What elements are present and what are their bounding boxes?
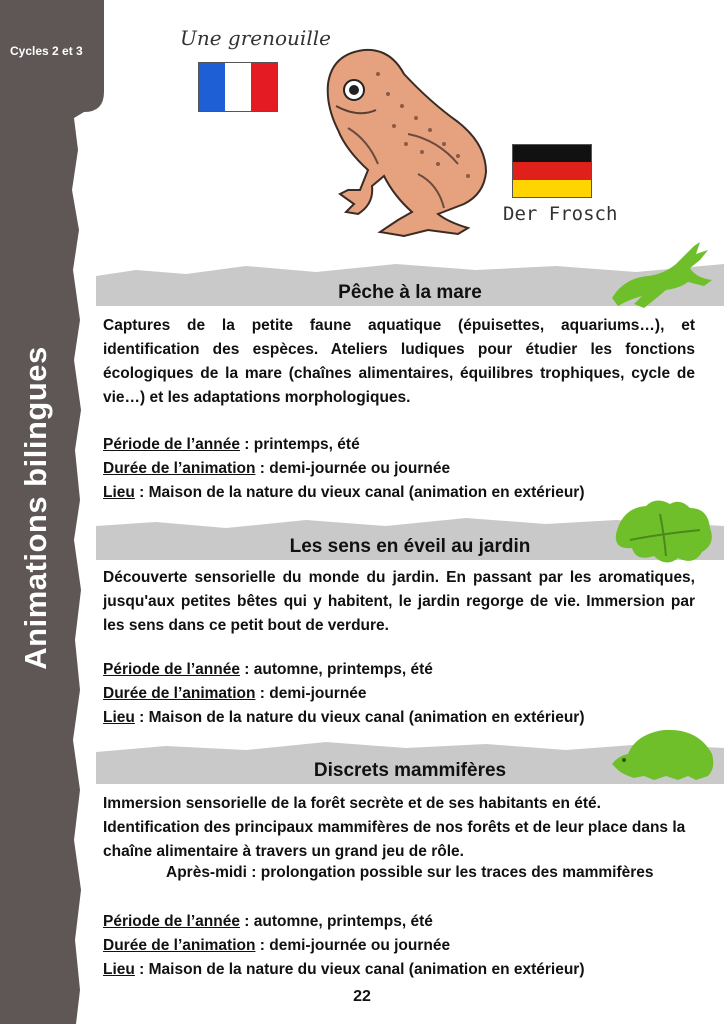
lieu-value: : Maison de la nature du vieux canal (animation en extérieur) bbox=[134, 709, 585, 726]
cycles-label: Cycles 2 et 3 bbox=[10, 44, 83, 58]
info-periode bbox=[103, 658, 433, 682]
lieu-label: Lieu bbox=[103, 709, 135, 726]
duree-label: Durée de l’animation bbox=[103, 685, 256, 702]
info-periode bbox=[103, 433, 360, 457]
lieu-label: Lieu bbox=[103, 961, 135, 978]
section-description: Découverte sensorielle du monde du jardin. En passant par les aromatiques, jusqu'aux petites bêtes qui y habitent, le jardin regorge de vie. Immersion par les sens dans ce petit bout de verdure. bbox=[103, 569, 695, 634]
frog-drawing-icon bbox=[318, 44, 498, 240]
section-description: Captures de la petite faune aquatique (épuisettes, aquariums…), et identification des espèces. Ateliers ludiques pour étudier les fonctions écologiques de la mare (chaînes alimentaires, équilibres trophiques, cycle de vie…) et les adaptations morphologiques. bbox=[103, 317, 695, 406]
duree-label: Durée de l’animation bbox=[103, 460, 256, 477]
section-extra-note: Après-midi : prolongation possible sur les traces des mammifères bbox=[166, 864, 654, 881]
frog-silhouette-icon bbox=[604, 238, 716, 312]
info-periode bbox=[103, 910, 433, 934]
info-duree bbox=[103, 934, 450, 958]
info-lieu bbox=[103, 958, 585, 982]
info-lieu bbox=[103, 706, 585, 730]
sidebar-band bbox=[0, 0, 104, 1024]
info-lieu bbox=[103, 481, 585, 505]
page-number: 22 bbox=[353, 988, 371, 1005]
periode-label: Période de l’année bbox=[103, 661, 240, 678]
leaves-icon bbox=[610, 494, 718, 568]
section-description: Immersion sensorielle de la forêt secrète et de ses habitants en été. Identification des principaux mammifères de nos forêts et de leur place dans la chaîne alimentaire à travers un grand jeu de rôle. bbox=[103, 795, 686, 860]
duree-value: : demi-journée ou journée bbox=[255, 460, 451, 477]
sidebar-title: Animations bilingues bbox=[18, 346, 53, 670]
duree-value: : demi-journée bbox=[255, 685, 367, 702]
periode-label: Période de l’année bbox=[103, 436, 240, 453]
german-flag-icon bbox=[512, 144, 592, 198]
periode-label: Période de l’année bbox=[103, 913, 240, 930]
hedgehog-icon bbox=[608, 724, 716, 784]
section-title: Discrets mammifères bbox=[313, 760, 507, 781]
info-duree bbox=[103, 682, 367, 706]
periode-value: : printemps, été bbox=[239, 436, 360, 453]
label-french: Une grenouille bbox=[180, 26, 331, 50]
french-flag-icon bbox=[198, 62, 278, 112]
lieu-value: : Maison de la nature du vieux canal (animation en extérieur) bbox=[134, 961, 585, 978]
section-title: Les sens en éveil au jardin bbox=[289, 536, 531, 557]
section-title: Pêche à la mare bbox=[338, 282, 482, 303]
periode-value: : automne, printemps, été bbox=[239, 913, 433, 930]
duree-label: Durée de l’animation bbox=[103, 937, 256, 954]
info-duree bbox=[103, 457, 450, 481]
duree-value: : demi-journée ou journée bbox=[255, 937, 451, 954]
periode-value: : automne, printemps, été bbox=[239, 661, 433, 678]
lieu-label: Lieu bbox=[103, 484, 135, 501]
lieu-value: : Maison de la nature du vieux canal (animation en extérieur) bbox=[134, 484, 585, 501]
label-german: Der Frosch bbox=[503, 203, 618, 225]
